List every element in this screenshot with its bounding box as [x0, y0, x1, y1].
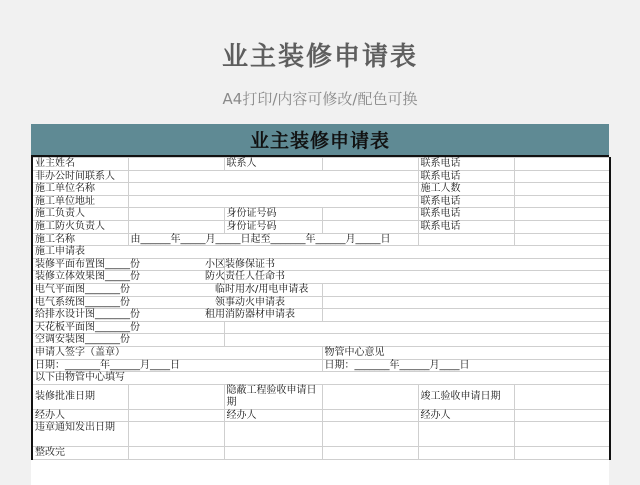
input-cell[interactable] [128, 208, 224, 221]
form-row [32, 258, 610, 271]
label-rectification: 整改完 [32, 447, 128, 460]
form-row [32, 296, 610, 309]
page-subtitle: A4打印/内容可修改/配色可换 [222, 90, 418, 108]
input-cell[interactable] [514, 422, 610, 447]
sheet-title: 业主装修申请表 [31, 124, 609, 157]
input-cell[interactable] [128, 170, 418, 183]
form-row [32, 220, 610, 233]
input-cell[interactable] [514, 158, 610, 171]
label-contact: 联系人 [224, 158, 322, 171]
form-row [32, 309, 610, 322]
label-applicant-signature: 申请人签字（盖章） [32, 346, 322, 359]
empty-cell [322, 309, 610, 322]
empty-cell [418, 233, 514, 246]
input-cell[interactable] [128, 183, 418, 196]
label-violation-notice-date: 违章通知发出日期 [32, 422, 128, 447]
empty-cell [224, 321, 610, 334]
application-form-table [31, 157, 611, 460]
form-row [32, 170, 610, 183]
input-cell[interactable] [418, 422, 514, 447]
form-row [32, 359, 610, 372]
label-approval-date: 装修批准日期 [32, 384, 128, 409]
label-id-number: 身份证号码 [224, 208, 322, 221]
form-row [32, 409, 610, 422]
form-row [32, 195, 610, 208]
doc-item [32, 296, 322, 309]
label-phone: 联系电话 [418, 220, 514, 233]
empty-cell [322, 283, 610, 296]
input-cell[interactable] [128, 384, 224, 409]
label-phone: 联系电话 [418, 208, 514, 221]
form-row [32, 321, 610, 334]
label-site-manager: 施工负责人 [32, 208, 128, 221]
label-management-opinion: 物管中心意见 [322, 346, 610, 359]
input-cell[interactable] [514, 195, 610, 208]
label-fire-safety-manager: 施工防火负责人 [32, 220, 128, 233]
form-sheet [31, 124, 609, 485]
empty-cell [224, 258, 610, 271]
input-cell[interactable] [514, 183, 610, 196]
input-cell[interactable] [322, 447, 418, 460]
doc-electrical-system: 电气系统图_______份 [35, 296, 130, 308]
input-cell[interactable] [514, 170, 610, 183]
label-contractor-address: 施工单位地址 [32, 195, 128, 208]
doc-item [32, 309, 322, 322]
input-cell[interactable] [322, 422, 418, 447]
doc-ceiling-plan: 天花板平面图_______份 [32, 321, 224, 334]
input-cell[interactable] [322, 208, 418, 221]
empty-cell [322, 296, 610, 309]
input-cell[interactable] [224, 422, 322, 447]
input-cell[interactable] [224, 447, 322, 460]
label-phone: 联系电话 [418, 195, 514, 208]
section-heading-application: 施工申请表 [32, 246, 610, 259]
form-row [32, 158, 610, 171]
input-cell[interactable] [514, 208, 610, 221]
label-offhours-contact: 非办公时间联系人 [32, 170, 128, 183]
input-cell[interactable] [514, 409, 610, 422]
doc-3d-render: 装修立体效果图_____份 [35, 271, 140, 283]
doc-item [32, 271, 285, 284]
form-row [32, 183, 610, 196]
label-concealed-inspection-date: 隐蔽工程验收申请日期 [224, 384, 322, 409]
form-row [32, 208, 610, 221]
input-cell[interactable] [128, 195, 418, 208]
form-row [32, 346, 610, 359]
label-phone: 联系电话 [418, 158, 514, 171]
project-period-field[interactable]: 由______年_____月_____日起至_______年______月_____日 [128, 233, 418, 246]
form-row [32, 283, 610, 296]
doc-temp-utility-request: 临时用水/用电申请表 [215, 283, 309, 295]
empty-cell [224, 334, 610, 347]
doc-ac-installation: 空调安装图_______份 [32, 334, 224, 347]
doc-hot-work-request: 领事动火申请表 [215, 296, 285, 308]
input-cell[interactable] [322, 158, 418, 171]
form-row [32, 422, 610, 447]
section-heading-management: 以下由物管中心填写 [32, 372, 610, 385]
doc-item [32, 283, 322, 296]
label-contractor-name: 施工单位名称 [32, 183, 128, 196]
form-row [32, 233, 610, 246]
form-row [32, 447, 610, 460]
management-date-field[interactable]: 日期：_______年______月____日 [322, 359, 610, 372]
applicant-date-field[interactable]: 日期：_______年______月____日 [32, 359, 322, 372]
doc-item [32, 258, 275, 271]
label-worker-count: 施工人数 [418, 183, 514, 196]
input-cell[interactable] [322, 409, 418, 422]
input-cell[interactable] [128, 158, 224, 171]
label-handler: 经办人 [32, 409, 128, 422]
input-cell[interactable] [514, 447, 610, 460]
input-cell[interactable] [322, 384, 418, 409]
input-cell[interactable] [128, 220, 224, 233]
input-cell[interactable] [514, 220, 610, 233]
input-cell[interactable] [514, 384, 610, 409]
label-id-number: 身份证号码 [224, 220, 322, 233]
label-owner-name: 业主姓名 [32, 158, 128, 171]
input-cell[interactable] [418, 447, 514, 460]
doc-electrical-plan: 电气平面图_______份 [35, 283, 130, 295]
doc-fire-appointment: 防火责任人任命书 [205, 271, 285, 283]
form-row [32, 271, 610, 284]
doc-floor-plan: 装修平面布置图_____份 [35, 258, 140, 270]
input-cell[interactable] [128, 422, 224, 447]
input-cell[interactable] [128, 447, 224, 460]
form-row [32, 246, 610, 259]
doc-deposit-letter: 小区装修保证书 [205, 258, 275, 270]
label-handler: 经办人 [224, 409, 322, 422]
label-completion-inspection-date: 竣工验收申请日期 [418, 384, 514, 409]
page-title: 业主装修申请表 [221, 42, 418, 72]
label-handler: 经办人 [418, 409, 514, 422]
input-cell[interactable] [322, 220, 418, 233]
form-row [32, 334, 610, 347]
label-phone: 联系电话 [418, 170, 514, 183]
input-cell[interactable] [128, 409, 224, 422]
form-row [32, 372, 610, 385]
doc-fire-equipment-request: 租用消防器材申请表 [205, 309, 295, 321]
doc-plumbing-design: 给排水设计图_______份 [35, 309, 140, 321]
form-row [32, 384, 610, 409]
label-project-name: 施工名称 [32, 233, 128, 246]
empty-cell [514, 233, 610, 246]
